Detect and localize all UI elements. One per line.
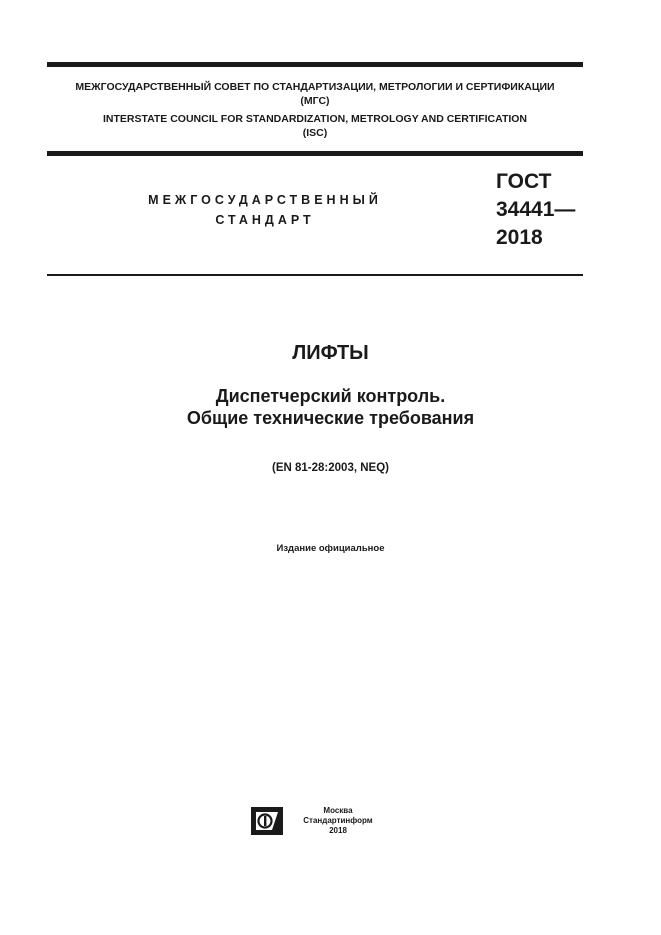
top-rule [47, 62, 583, 67]
gost-line3: 2018 [496, 226, 543, 249]
council-ru-abbr: (МГС) [300, 95, 330, 107]
subtitle-line1: Диспетчерский контроль. [215, 386, 446, 406]
document-subtitle [0, 385, 661, 429]
standard-label [100, 190, 430, 230]
bottom-rule [47, 274, 583, 276]
subtitle-line2: Общие технические требования [186, 408, 475, 428]
council-ru-name: МЕЖГОСУДАРСТВЕННЫЙ СОВЕТ ПО СТАНДАРТИЗАЦИИ, МЕТРОЛОГИИ И СЕРТИФИКАЦИИ [75, 81, 555, 93]
gost-line1: ГОСТ [496, 170, 552, 193]
standard-label-line1: МЕЖГОСУДАРСТВЕННЫЙ [148, 193, 382, 207]
publisher-year: 2018 [329, 826, 347, 835]
gost-line2: 34441— [496, 198, 576, 221]
publisher-info [296, 806, 380, 836]
standartinform-logo-icon [250, 806, 284, 836]
middle-rule [47, 151, 583, 156]
standard-reference: (EN 81-28:2003, NEQ) [272, 462, 389, 474]
gost-designation [496, 168, 575, 252]
document-title: ЛИФТЫ [292, 342, 369, 364]
council-en-abbr: (ISC) [302, 127, 328, 139]
edition-note: Издание официальное [276, 543, 385, 554]
publisher-name: Стандартинформ [303, 816, 373, 825]
standard-label-line2: СТАНДАРТ [215, 213, 315, 227]
council-en [47, 112, 583, 140]
publisher-city: Москва [323, 806, 353, 815]
council-en-name: INTERSTATE COUNCIL FOR STANDARDIZATION, METROLOGY AND CERTIFICATION [102, 113, 528, 125]
council-ru [47, 80, 583, 108]
